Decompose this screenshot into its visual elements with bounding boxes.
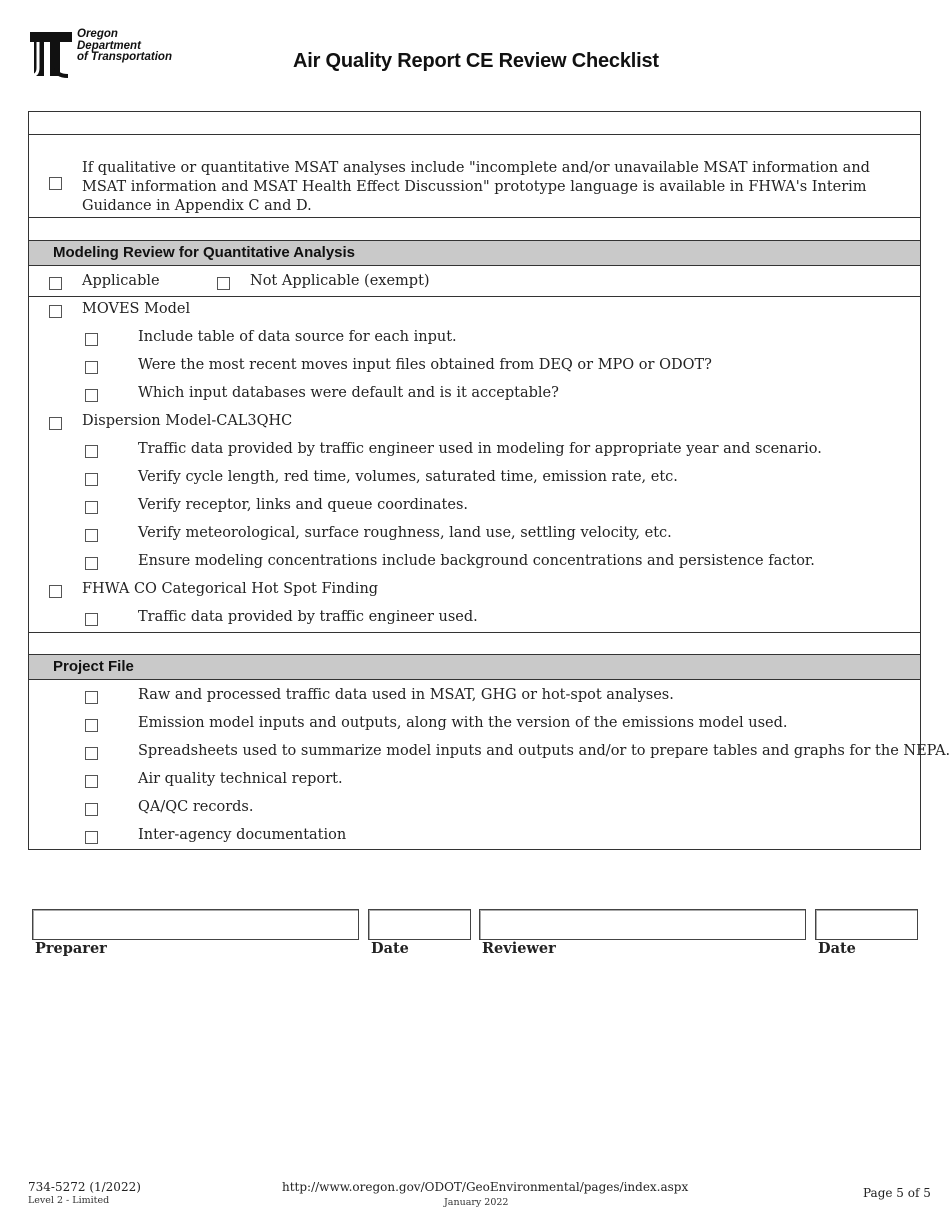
odot-logo bbox=[28, 28, 198, 82]
page-number: Page 5 of 5 bbox=[863, 1186, 931, 1200]
fhwa-label: FHWA CO Categorical Hot Spot Finding bbox=[82, 581, 379, 597]
project-file-item-text: Inter-agency documentation bbox=[138, 827, 347, 843]
not-applicable-label: Not Applicable (exempt) bbox=[250, 273, 430, 289]
not-applicable-checkbox[interactable] bbox=[217, 277, 230, 290]
logo-line-department: Department bbox=[77, 39, 141, 52]
project-file-item-text: Raw and processed traffic data used in MSAT, GHG or hot-spot analyses. bbox=[138, 687, 674, 703]
project-file-item-text: Spreadsheets used to summarize model inputs and outputs and/or to prepare tables and graphs for the NEPA. bbox=[138, 743, 950, 759]
msat-checkbox[interactable] bbox=[49, 177, 62, 190]
reviewer-field[interactable] bbox=[479, 909, 806, 940]
reviewer-date-label: Date bbox=[818, 940, 856, 957]
footer-date: January 2022 bbox=[444, 1197, 509, 1208]
access-level: Level 2 - Limited bbox=[28, 1195, 110, 1206]
dispersion-item-checkbox[interactable] bbox=[85, 557, 98, 570]
moves-item-text: Were the most recent moves input files obtained from DEQ or MPO or ODOT? bbox=[138, 357, 712, 373]
row-divider bbox=[29, 632, 920, 633]
fhwa-item-text: Traffic data provided by traffic engineer used. bbox=[138, 609, 478, 625]
moves-item-checkbox[interactable] bbox=[85, 389, 98, 402]
moves-model-checkbox[interactable] bbox=[49, 305, 62, 318]
project-file-item-checkbox[interactable] bbox=[85, 775, 98, 788]
moves-item-checkbox[interactable] bbox=[85, 361, 98, 374]
dispersion-item-checkbox[interactable] bbox=[85, 473, 98, 486]
preparer-label: Preparer bbox=[35, 940, 107, 957]
moves-item-checkbox[interactable] bbox=[85, 333, 98, 346]
reviewer-date-field[interactable] bbox=[815, 909, 918, 940]
row-divider bbox=[29, 296, 920, 297]
row-divider bbox=[29, 134, 920, 135]
project-file-item-checkbox[interactable] bbox=[85, 831, 98, 844]
project-file-item-checkbox[interactable] bbox=[85, 691, 98, 704]
reviewer-label: Reviewer bbox=[482, 940, 556, 957]
dispersion-model-checkbox[interactable] bbox=[49, 417, 62, 430]
project-file-section-heading bbox=[29, 654, 920, 680]
moves-model-label: MOVES Model bbox=[82, 301, 191, 317]
logo-text bbox=[77, 29, 172, 64]
modeling-heading-text: Modeling Review for Quantitative Analysis bbox=[53, 244, 356, 261]
document-title: Air Quality Report CE Review Checklist bbox=[293, 50, 659, 72]
fhwa-checkbox[interactable] bbox=[49, 585, 62, 598]
form-number: 734-5272 (1/2022) bbox=[28, 1180, 141, 1194]
dispersion-item-checkbox[interactable] bbox=[85, 445, 98, 458]
dispersion-item-checkbox[interactable] bbox=[85, 529, 98, 542]
moves-item-text: Which input databases were default and is it acceptable? bbox=[138, 385, 559, 401]
project-file-item-checkbox[interactable] bbox=[85, 747, 98, 760]
project-file-heading-text: Project File bbox=[53, 658, 134, 675]
project-file-item-checkbox[interactable] bbox=[85, 719, 98, 732]
odot-logo-mark-icon bbox=[28, 28, 74, 80]
preparer-date-label: Date bbox=[371, 940, 409, 957]
dispersion-model-label: Dispersion Model-CAL3QHC bbox=[82, 413, 293, 429]
moves-item-text: Include table of data source for each input. bbox=[138, 329, 457, 345]
dispersion-item-checkbox[interactable] bbox=[85, 501, 98, 514]
applicable-checkbox[interactable] bbox=[49, 277, 62, 290]
footer-url[interactable]: http://www.oregon.gov/ODOT/GeoEnvironmental/pages/index.aspx bbox=[282, 1180, 689, 1194]
dispersion-item-text: Verify receptor, links and queue coordinates. bbox=[138, 497, 468, 513]
project-file-item-text: QA/QC records. bbox=[138, 799, 254, 815]
logo-line-transportation: of Transportation bbox=[77, 51, 172, 63]
checklist-table bbox=[28, 111, 950, 850]
row-divider bbox=[29, 217, 920, 218]
msat-text: If qualitative or quantitative MSAT analyses include "incomplete and/or unavailable MSAT information and MSAT information and MSAT Health Effect Discussion" prototype language is available in FHWA's Interim Guidance in Appendix C and D. bbox=[82, 160, 870, 214]
fhwa-item-checkbox[interactable] bbox=[85, 613, 98, 626]
dispersion-item-text: Verify cycle length, red time, volumes, saturated time, emission rate, etc. bbox=[138, 469, 678, 485]
preparer-date-field[interactable] bbox=[368, 909, 471, 940]
dispersion-item-text: Verify meteorological, surface roughness, land use, settling velocity, etc. bbox=[138, 525, 672, 541]
applicable-label: Applicable bbox=[82, 273, 160, 289]
modeling-section-heading bbox=[29, 240, 920, 266]
preparer-field[interactable] bbox=[32, 909, 359, 940]
project-file-item-text: Air quality technical report. bbox=[138, 771, 343, 787]
dispersion-item-text: Ensure modeling concentrations include background concentrations and persistence factor. bbox=[138, 553, 815, 569]
dispersion-item-text: Traffic data provided by traffic engineer used in modeling for appropriate year and scenario. bbox=[138, 441, 822, 457]
logo-line-oregon: Oregon bbox=[77, 28, 118, 40]
project-file-item-text: Emission model inputs and outputs, along with the version of the emissions model used. bbox=[138, 715, 788, 731]
project-file-item-checkbox[interactable] bbox=[85, 803, 98, 816]
